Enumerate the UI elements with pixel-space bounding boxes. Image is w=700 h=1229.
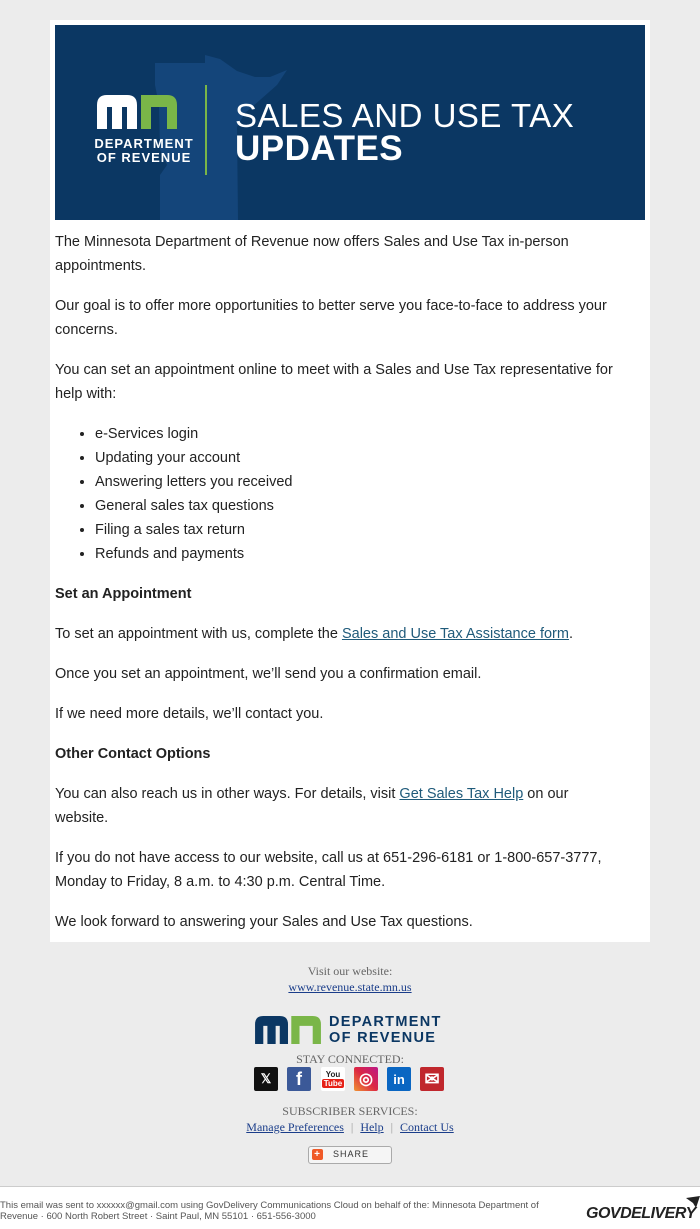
subscriber-services-label: SUBSCRIBER SERVICES: bbox=[282, 1104, 418, 1118]
govdelivery-logo: GOVDELIVERY bbox=[586, 1205, 696, 1222]
youtube-icon[interactable]: You Tube bbox=[321, 1067, 345, 1091]
goal-paragraph: Our goal is to offer more opportunities to better serve you face-to-face to address your concerns. bbox=[55, 298, 607, 338]
closing-paragraph: We look forward to answering your Sales and Use Tax questions. bbox=[55, 914, 473, 930]
stay-connected-label: STAY CONNECTED: bbox=[296, 1052, 404, 1066]
subscriber-links bbox=[0, 1120, 700, 1135]
share-label: SHARE bbox=[333, 1149, 370, 1159]
facebook-icon[interactable]: f bbox=[287, 1067, 311, 1091]
phone-paragraph: If you do not have access to our website, call us at 651-296-6181 or 1-800-657-3777, Monday to Friday, 8 a.m. to 4:30 p.m. Central Time. bbox=[55, 850, 602, 890]
details-paragraph: If we need more details, we’ll contact you. bbox=[55, 706, 324, 722]
other-contact-heading: Other Contact Options bbox=[55, 746, 211, 762]
plus-icon: + bbox=[312, 1149, 323, 1160]
mn-logo-icon bbox=[255, 1016, 321, 1044]
list-item: • Answering letters you received bbox=[95, 470, 625, 494]
bottom-bar bbox=[0, 1186, 700, 1229]
delivery-notice: This email was sent to xxxxxx@gmail.com using GovDelivery Communications Cloud on behalf of the: Minnesota Department of Revenue · 600 North Robert Street · Saint Paul, MN 55101 · 651-556-3000 bbox=[0, 1200, 539, 1222]
help-intro-paragraph: You can set an appointment online to meet with a Sales and Use Tax representative for help with: bbox=[55, 362, 613, 402]
link-separator: | bbox=[350, 1120, 354, 1134]
other-contact-paragraph bbox=[55, 782, 625, 830]
list-item: • Updating your account bbox=[95, 446, 625, 470]
share-button[interactable] bbox=[308, 1146, 392, 1164]
confirmation-paragraph: Once you set an appointment, we’ll send you a confirmation email. bbox=[55, 666, 482, 682]
footer-dept-line-2: OF REVENUE bbox=[329, 1030, 437, 1046]
list-item: • Refunds and payments bbox=[95, 542, 625, 566]
set-appointment-heading: Set an Appointment bbox=[55, 586, 192, 602]
get-sales-tax-help-link[interactable]: Get Sales Tax Help bbox=[399, 786, 524, 802]
other-contact-text: You can also reach us in other ways. For details, visit bbox=[55, 786, 400, 802]
set-appointment-text: To set an appointment with us, complete the bbox=[55, 626, 342, 642]
help-link[interactable]: Help bbox=[360, 1120, 384, 1134]
set-appointment-paragraph bbox=[55, 622, 625, 646]
header-banner bbox=[55, 25, 645, 220]
envelope-icon bbox=[686, 1196, 700, 1208]
footer bbox=[0, 960, 700, 1186]
footer-logo bbox=[255, 1012, 455, 1048]
help-topics-list bbox=[55, 422, 625, 566]
link-separator: | bbox=[390, 1120, 394, 1134]
banner-divider bbox=[205, 85, 207, 175]
intro-paragraph: The Minnesota Department of Revenue now offers Sales and Use Tax in-person appointments. bbox=[55, 234, 569, 274]
x-twitter-icon[interactable]: 𝕏 bbox=[254, 1067, 278, 1091]
email-icon[interactable]: ✉ bbox=[420, 1067, 444, 1091]
list-item: • General sales tax questions bbox=[95, 494, 625, 518]
instagram-icon[interactable]: ◎ bbox=[354, 1067, 378, 1091]
contact-us-link[interactable]: Contact Us bbox=[400, 1120, 454, 1134]
linkedin-icon[interactable]: in bbox=[387, 1067, 411, 1091]
banner-title-line-2: UPDATES bbox=[235, 129, 404, 168]
banner-dept-line-2: OF REVENUE bbox=[96, 150, 192, 165]
manage-preferences-link[interactable]: Manage Preferences bbox=[246, 1120, 344, 1134]
assistance-form-link[interactable]: Sales and Use Tax Assistance form bbox=[341, 626, 569, 642]
website-link[interactable]: www.revenue.state.mn.us bbox=[288, 980, 412, 994]
footer-dept-line-1: DEPARTMENT bbox=[329, 1014, 442, 1030]
banner-dept-line-1: DEPARTMENT bbox=[94, 136, 194, 151]
banner-title-line-1: SALES AND USE TAX bbox=[235, 97, 575, 134]
other-contact-text-end: on our website. bbox=[55, 786, 569, 826]
email-card bbox=[50, 20, 650, 942]
mn-logo-icon bbox=[97, 95, 177, 129]
visit-label: Visit our website: bbox=[307, 964, 393, 978]
set-appointment-period: . bbox=[568, 626, 573, 642]
list-item: • Filing a sales tax return bbox=[95, 518, 625, 542]
list-item: • e-Services login bbox=[95, 422, 625, 446]
email-body bbox=[55, 230, 625, 950]
